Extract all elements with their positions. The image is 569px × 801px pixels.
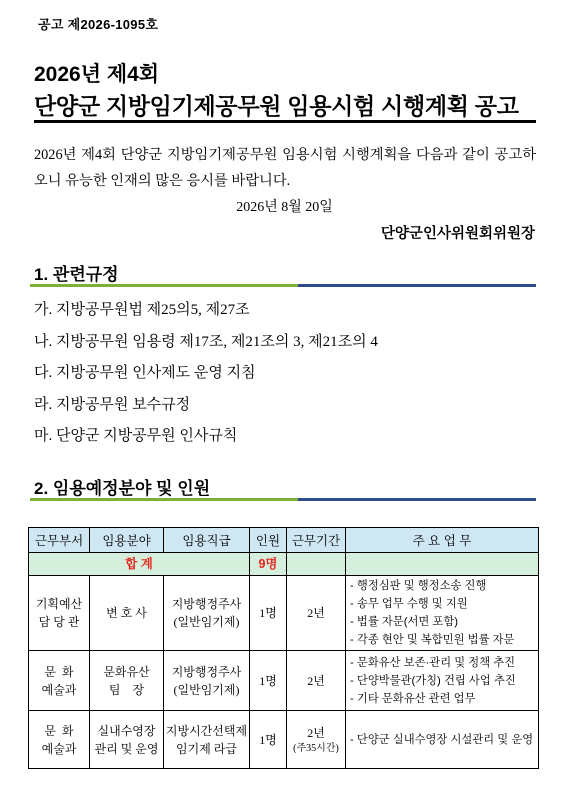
cell-field: 변 호 사 [90, 576, 164, 651]
header-dept: 근무부서 [29, 528, 90, 553]
list-item: 라. 지방공무원 보수규정 [34, 396, 191, 413]
regulation-list [34, 298, 378, 456]
cell-dept: 기획예산 담 당 관 [29, 576, 90, 651]
section2-title: 2. 임용예정분야 및 인원 [34, 479, 211, 498]
table-row [29, 576, 539, 651]
cell-dept: 문 화 예술과 [29, 651, 90, 711]
section1-title: 1. 관련규정 [34, 265, 119, 284]
cell-rank: 지방시간선택제 임기제 라급 [164, 711, 250, 769]
total-count: 9명 [250, 553, 287, 576]
cell-field: 실내수영장 관리 및 운영 [90, 711, 164, 769]
intro-paragraph: 2026년 제4회 단양군 지방임기제공무원 임용시험 시행계획을 다음과 같이 공고하오니 유능한 인재의 많은 응시를 바랍니다. [34, 147, 536, 189]
duty-item: - 송무 업무 수행 및 지원 [350, 598, 468, 610]
cell-period: 2년 [287, 576, 346, 651]
duty-item: - 문화유산 보존·관리 및 정책 추진 [350, 656, 516, 669]
duty-item: - 법률 자문(서면 포함) [350, 616, 459, 628]
section1-divider [30, 284, 536, 287]
section2-divider [30, 498, 536, 501]
notice-date: 2026년 8월 20일 [236, 200, 333, 215]
cell-duties [346, 711, 539, 769]
header-count: 인원 [250, 528, 287, 553]
period-note: (주35시간) [293, 742, 339, 754]
total-row [29, 553, 539, 576]
cell-count: 1명 [250, 711, 287, 769]
notice-number: 공고 제2026-1095호 [38, 17, 159, 32]
duty-item: - 기타 문화유산 관련 업무 [350, 692, 476, 705]
header-field: 임용분야 [90, 528, 164, 553]
duty-item: - 각종 현안 및 복합민원 법률 자문 [350, 634, 515, 646]
cell-period: 2년 (주35시간) [287, 711, 346, 769]
list-item: 가. 지방공무원법 제25의5, 제27조 [34, 302, 250, 318]
recruitment-table [28, 527, 539, 769]
table-header-row [29, 528, 539, 553]
cell-rank: 지방행정주사 (일반임기제) [164, 576, 250, 651]
cell-period: 2년 [287, 651, 346, 711]
cell-duties [346, 651, 539, 711]
header-period: 근무기간 [287, 528, 346, 553]
duty-item: - 단양박물관(가칭) 건립 사업 추진 [350, 674, 516, 687]
title-divider [34, 120, 536, 123]
cell-count: 1명 [250, 651, 287, 711]
title-year-round: 2026년 제4회 [34, 63, 160, 86]
total-label: 합 계 [29, 553, 250, 576]
table-row [29, 651, 539, 711]
list-item: 다. 지방공무원 인사제도 운영 지침 [34, 365, 256, 381]
list-item: 마. 단양군 지방공무원 인사규칙 [34, 428, 238, 444]
cell-dept: 문 화 예술과 [29, 711, 90, 769]
header-rank: 임용직급 [164, 528, 250, 553]
table-row [29, 711, 539, 769]
cell-duties [346, 576, 539, 651]
list-item: 나. 지방공무원 임용령 제17조, 제21조의 3, 제21조의 4 [34, 333, 378, 350]
duty-item: - 행정심판 및 행정소송 진행 [350, 580, 487, 592]
cell-count: 1명 [250, 576, 287, 651]
cell-rank: 지방행정주사 (일반임기제) [164, 651, 250, 711]
header-duties: 주 요 업 무 [346, 528, 539, 553]
signer: 단양군인사위원회위원장 [380, 226, 535, 242]
duty-item: - 단양군 실내수영장 시설관리 및 운영 [350, 733, 534, 746]
cell-field: 문화유산 팀 장 [90, 651, 164, 711]
page-title: 단양군 지방임기제공무원 임용시험 시행계획 공고 [34, 93, 519, 119]
